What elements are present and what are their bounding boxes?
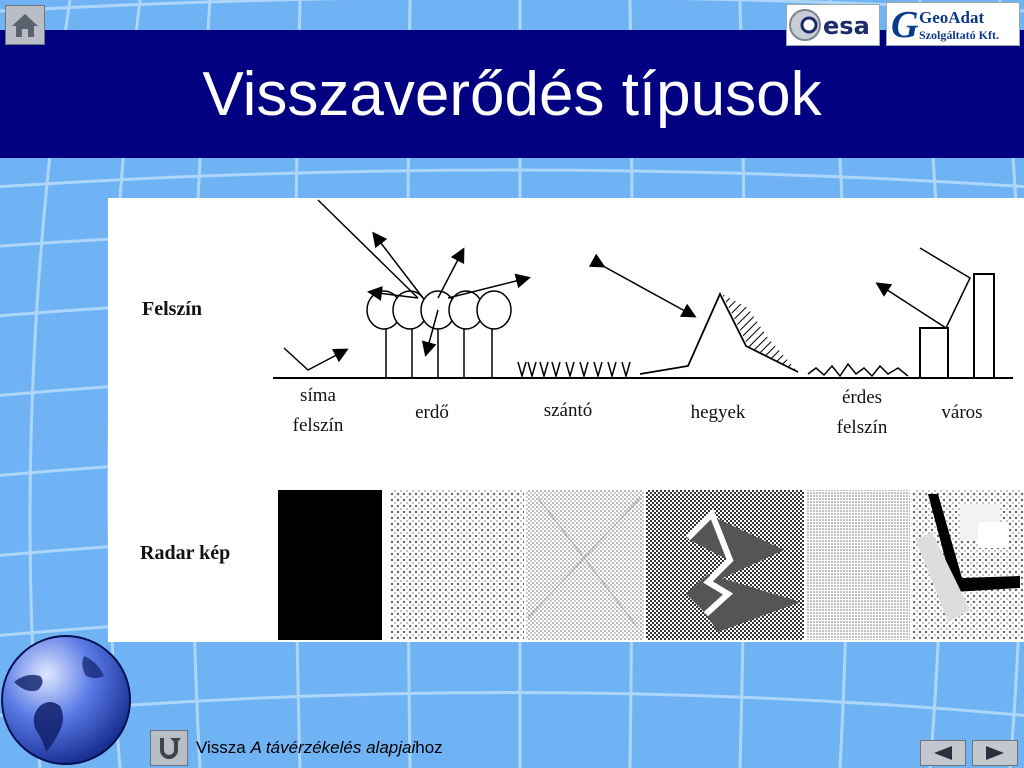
- previous-slide-button[interactable]: [920, 740, 966, 766]
- forest-trees: [367, 291, 511, 378]
- back-button[interactable]: [150, 730, 188, 766]
- esa-logo-text: esa: [823, 12, 870, 40]
- smooth-reflection-arrow: [284, 348, 346, 370]
- mountain-shadow: [722, 294, 798, 372]
- column-label-smooth: síma felszín: [292, 385, 344, 436]
- reflection-diagram: [108, 198, 1024, 642]
- back-link[interactable]: Vissza A távérzékelés alapjaihoz: [196, 738, 443, 757]
- radar-image-strip: [278, 490, 1024, 640]
- field-stubble: [518, 362, 630, 376]
- radar-row-label: Radar kép: [140, 542, 231, 564]
- mountain-outline: [640, 294, 798, 374]
- column-label-rough: érdes felszín: [836, 387, 888, 438]
- city-buildings: [920, 274, 994, 378]
- forest-arrows: [318, 200, 528, 354]
- diagram-drawing: [108, 198, 1024, 642]
- surface-row-label: Felszín: [142, 298, 202, 320]
- home-button[interactable]: [5, 5, 45, 45]
- column-label-forest: erdő: [415, 402, 449, 423]
- geoadat-logo-title: GeoAdat: [919, 8, 985, 27]
- esa-logo-mark: [787, 5, 879, 45]
- rough-surface: [808, 364, 908, 376]
- mountain-arrow: [603, 266, 694, 316]
- geoadat-logo: [886, 2, 1020, 46]
- esa-logo: [786, 4, 880, 46]
- geoadat-logo-subtitle: Szolgáltató Kft.: [919, 28, 999, 42]
- triangle-right-icon: [984, 745, 1006, 761]
- u-turn-icon: [155, 734, 183, 762]
- next-slide-button[interactable]: [972, 740, 1018, 766]
- column-label-mountains: hegyek: [690, 402, 746, 423]
- svg-text:G: G: [891, 4, 919, 45]
- home-icon: [10, 11, 40, 39]
- geoadat-logo-mark: [887, 3, 1019, 45]
- column-label-city: város: [941, 402, 983, 423]
- globe-icon: [0, 632, 136, 768]
- column-label-field: szántó: [543, 400, 593, 421]
- city-arrows: [878, 248, 970, 328]
- triangle-left-icon: [932, 745, 954, 761]
- slide-title: Visszaverődés típusok: [202, 59, 822, 129]
